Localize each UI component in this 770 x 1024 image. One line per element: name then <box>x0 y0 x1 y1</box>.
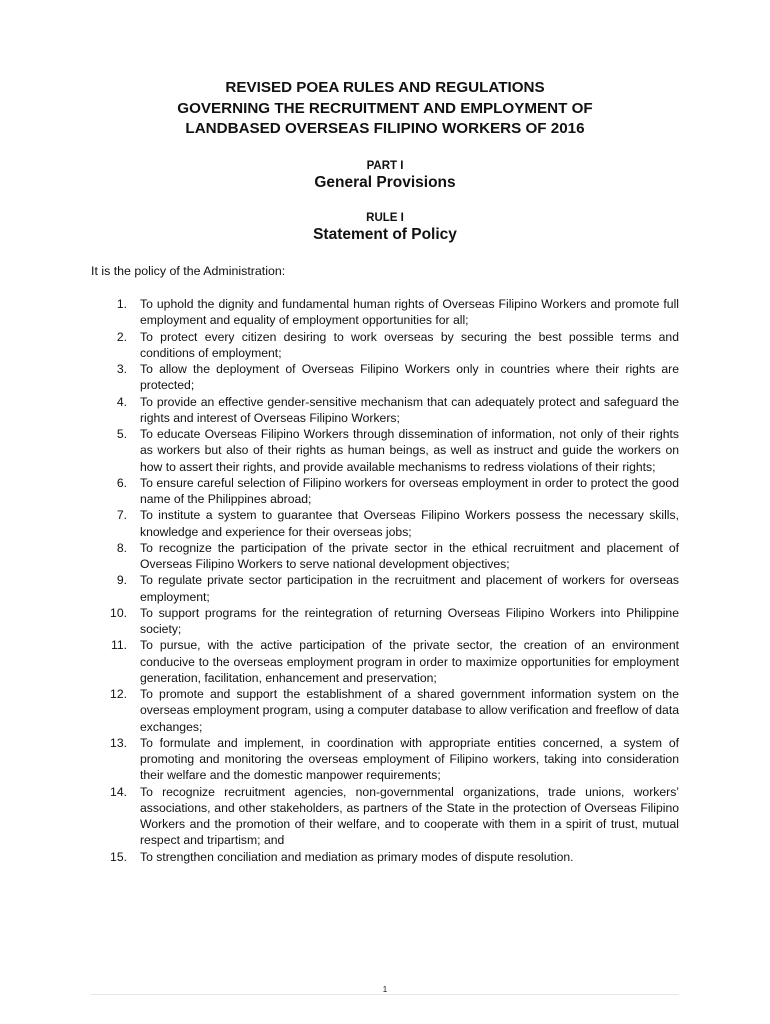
item-number: 9. <box>116 573 127 588</box>
list-item <box>91 637 679 686</box>
rule-heading: Statement of Policy <box>313 226 457 243</box>
list-item <box>91 540 679 573</box>
list-item <box>91 361 679 394</box>
item-number: 10. <box>110 605 127 620</box>
rule-label: RULE I <box>366 212 404 224</box>
list-item <box>91 605 679 638</box>
part-label: PART I <box>366 160 404 172</box>
item-text: To allow the deployment of Overseas Filipino Workers only in countries where their rights are protected; <box>140 362 679 393</box>
item-text: To pursue, with the active participation of the private sector, the creation of an environment conducive to the overseas employment program in order to maximize opportunities for employment generation, facilitation, enhancement and preservation; <box>140 638 679 685</box>
part-heading: General Provisions <box>314 174 456 191</box>
list-item <box>91 686 679 735</box>
item-text: To strengthen conciliation and mediation as primary modes of dispute resolution. <box>140 849 574 864</box>
list-item <box>91 426 679 475</box>
footer-divider <box>91 994 679 995</box>
item-number: 7. <box>116 508 127 523</box>
list-item <box>91 784 679 849</box>
list-item <box>91 394 679 427</box>
list-item <box>91 572 679 605</box>
list-item <box>91 475 679 508</box>
item-text: To regulate private sector participation in the recruitment and placement of workers for overseas employment; <box>140 573 679 604</box>
item-text: To educate Overseas Filipino Workers through dissemination of information, not only of their rights as workers but also of their rights as human beings, as well as instruct and guide the workers on how to assert their rights, and provide available mechanisms to redress violations of their rights; <box>140 427 679 474</box>
item-text: To recognize recruitment agencies, non-governmental organizations, trade unions, workers’ associations, and other stakeholders, as partners of the State in the protection of Overseas Filipino Workers and the promotion of their welfare, and to cooperate with them in a spirit of trust, mutual respect and tripartism; and <box>140 784 679 848</box>
item-number: 11. <box>110 638 127 653</box>
item-number: 12. <box>110 687 127 701</box>
item-number: 6. <box>116 475 127 490</box>
list-item <box>91 735 679 784</box>
item-number: 5. <box>116 427 127 441</box>
document-title <box>0 78 770 140</box>
item-text: To provide an effective gender-sensitive mechanism that can adequately protect and safeguard the rights and interest of Overseas Filipino Workers; <box>140 394 679 425</box>
item-number: 1. <box>116 297 127 311</box>
item-text: To uphold the dignity and fundamental human rights of Overseas Filipino Workers and promote full employment and equality of employment opportunities for all; <box>140 297 679 328</box>
item-number: 8. <box>116 540 127 555</box>
item-number: 13. <box>110 735 127 750</box>
title-line: GOVERNING THE RECRUITMENT AND EMPLOYMENT OF <box>177 99 593 117</box>
item-number: 4. <box>116 394 127 409</box>
policy-list <box>91 296 679 865</box>
item-text: To promote and support the establishment of a shared government information system on the overseas employment program, using a computer database to allow verification and freeflow of data exchanges; <box>140 687 679 734</box>
list-item <box>91 329 679 362</box>
item-number: 14. <box>110 784 127 799</box>
title-line: REVISED POEA RULES AND REGULATIONS <box>225 79 545 96</box>
list-item <box>91 849 679 865</box>
item-number: 3. <box>116 362 127 376</box>
item-text: To ensure careful selection of Filipino workers for overseas employment in order to protect the good name of the Philippines abroad; <box>140 475 679 506</box>
item-number: 15. <box>110 849 127 864</box>
item-text: To recognize the participation of the private sector in the ethical recruitment and placement of Overseas Filipino Workers to serve national development objectives; <box>140 540 679 571</box>
intro-text: It is the policy of the Administration: <box>91 264 286 278</box>
list-item <box>91 296 679 329</box>
item-number: 2. <box>116 329 127 344</box>
item-text: To protect every citizen desiring to work overseas by securing the best possible terms and conditions of employment; <box>140 329 679 360</box>
item-text: To support programs for the reintegration of returning Overseas Filipino Workers into Philippine society; <box>140 605 679 636</box>
item-text: To formulate and implement, in coordination with appropriate entities concerned, a system of promoting and monitoring the overseas employment of Filipino workers, taking into consideration their welfare and the domestic manpower requirements; <box>140 735 679 783</box>
title-line: LANDBASED OVERSEAS FILIPINO WORKERS OF 2016 <box>185 120 585 137</box>
item-text: To institute a system to guarantee that Overseas Filipino Workers possess the necessary skills, knowledge and experience for their overseas jobs; <box>140 508 679 539</box>
page-number: 1 <box>382 985 388 994</box>
list-item <box>91 507 679 540</box>
